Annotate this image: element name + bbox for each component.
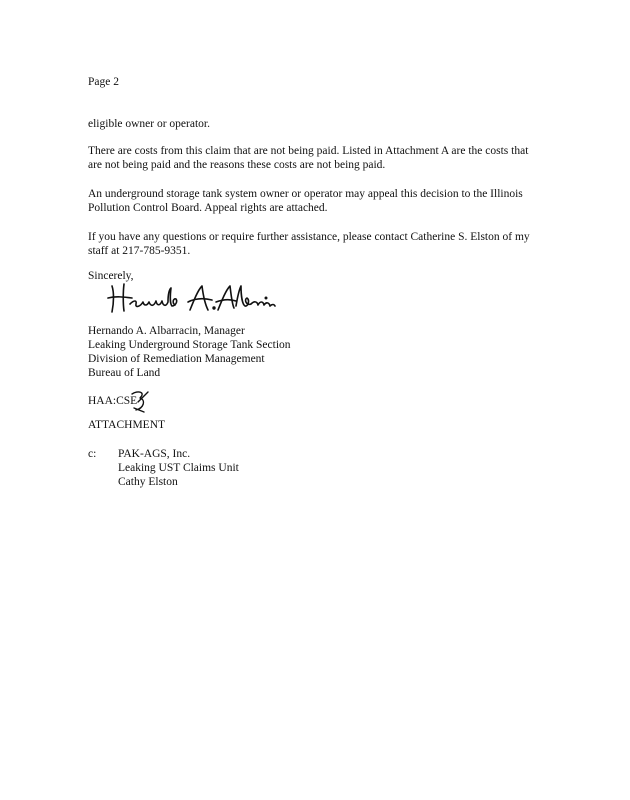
cc-recipient: Leaking UST Claims Unit [118,462,239,474]
costs-line-2: are not being paid and the reasons these costs are not being paid. [88,159,386,171]
cc-recipient: Cathy Elston [118,476,178,488]
appeal-line-2: Pollution Control Board. Appeal rights are attached. [88,202,328,214]
cc-marker: c: [88,448,97,460]
costs-paragraph [88,144,548,172]
signer-bureau: Bureau of Land [88,367,161,379]
continuation-text: eligible owner or operator. [88,118,210,130]
signer-section: Leaking Underground Storage Tank Section [88,339,291,351]
appeal-paragraph [88,187,548,215]
closing-salutation: Sincerely, [88,270,134,282]
appeal-line-1: An underground storage tank system owner or operator may appeal this decision to the Illinois [88,188,523,200]
handwritten-signature [106,282,276,316]
costs-line-1: There are costs from this claim that are not being paid. Listed in Attachment A are the costs that [88,145,529,157]
handwritten-initials-mark [128,388,152,414]
cc-recipient: PAK-AGS, Inc. [118,448,191,460]
signer-division: Division of Remediation Management [88,353,265,365]
contact-line-2: staff at 217-785-9351. [88,245,191,257]
page-number: Page 2 [88,76,119,88]
contact-paragraph [88,230,548,258]
reference-initials: HAA:CSE [88,395,138,407]
signer-name-title: Hernando A. Albarracin, Manager [88,325,245,337]
contact-line-1: If you have any questions or require further assistance, please contact Catherine S. Elston of my [88,231,530,243]
attachment-label: ATTACHMENT [88,419,166,431]
